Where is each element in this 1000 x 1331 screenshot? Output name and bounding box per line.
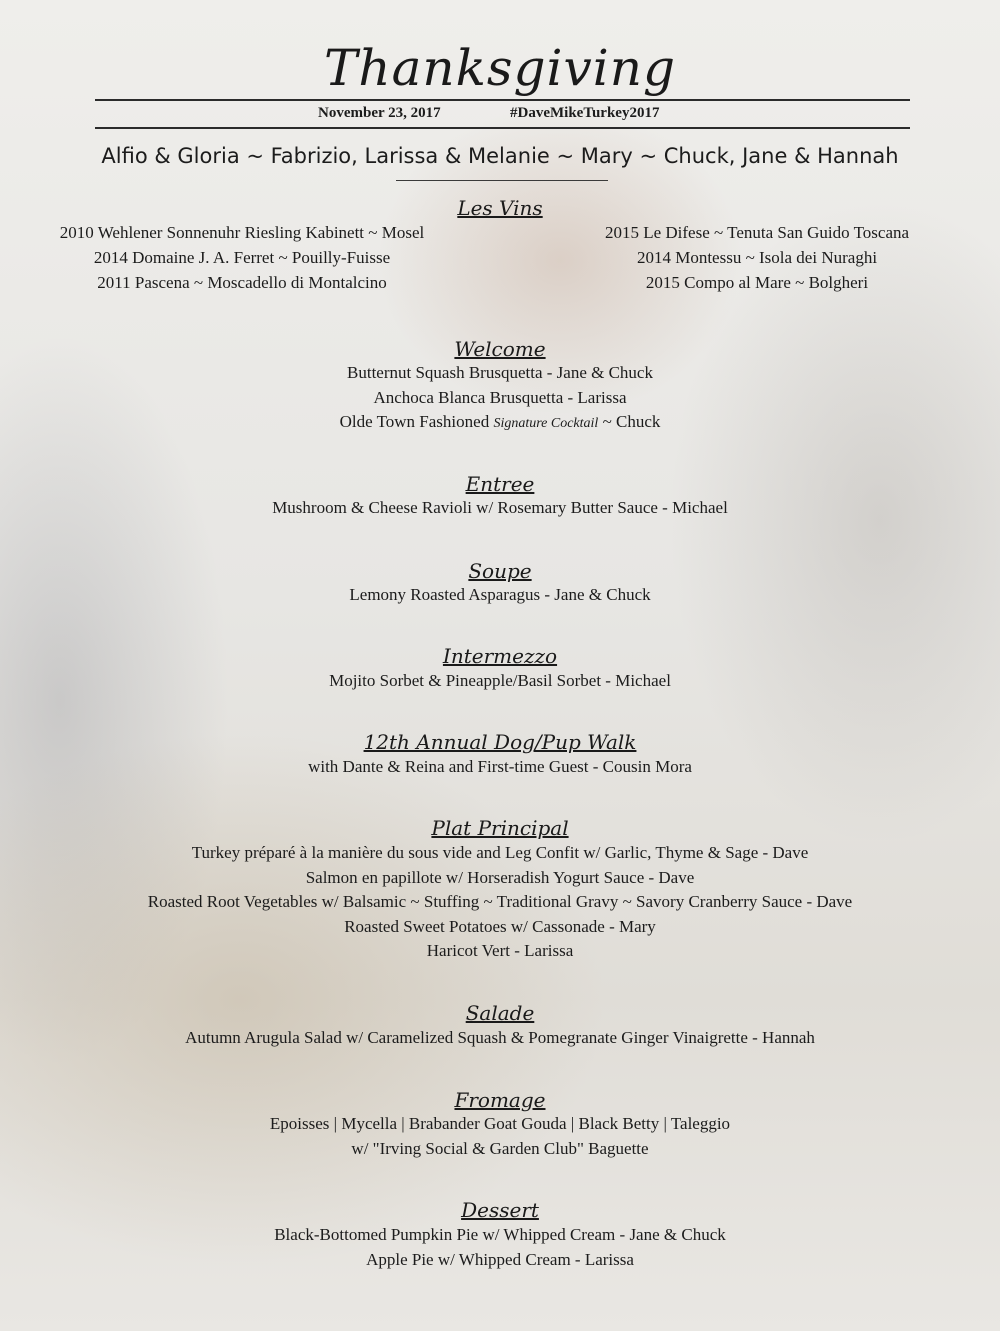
section-title-plat: Plat Principal xyxy=(431,816,569,840)
wine-item: 2011 Pascena ~ Moscadello di Montalcino xyxy=(97,273,387,292)
soupe-items xyxy=(0,583,1000,608)
menu-item: Mushroom & Cheese Ravioli w/ Rosemary Butter Sauce - Michael xyxy=(272,498,728,517)
guest-list: Alfio & Gloria ~ Fabrizio, Larissa & Melanie ~ Mary ~ Chuck, Jane & Hannah xyxy=(101,144,899,168)
fromage-items xyxy=(0,1112,1000,1161)
menu-item-cocktail xyxy=(0,410,1000,435)
wine-list-left xyxy=(2,220,482,295)
salade-items xyxy=(0,1026,1000,1051)
section-title-entree: Entree xyxy=(465,472,535,496)
menu-item: Turkey préparé à la manière du sous vide and Leg Confit w/ Garlic, Thyme & Sage - Dave xyxy=(191,843,809,862)
menu-item: Haricot Vert - Larissa xyxy=(426,941,574,960)
cocktail-name: Olde Town Fashioned xyxy=(339,412,494,431)
welcome-items xyxy=(0,361,1000,435)
section-title-dessert: Dessert xyxy=(461,1198,539,1222)
wine-item: 2014 Montessu ~ Isola dei Nuraghi xyxy=(636,248,878,267)
event-hashtag: #DaveMikeTurkey2017 xyxy=(510,105,660,121)
menu-item: Epoisses | Mycella | Brabander Goat Gouda | Black Betty | Taleggio xyxy=(269,1114,731,1133)
menu-item: Butternut Squash Brusquetta - Jane & Chuck xyxy=(347,363,653,382)
section-title-wines: Les Vins xyxy=(457,196,543,220)
plat-items xyxy=(0,841,1000,964)
page-title: Thanksgiving xyxy=(324,39,676,97)
section-title-intermezzo: Intermezzo xyxy=(442,644,558,668)
wine-item: 2015 Compo al Mare ~ Bolgheri xyxy=(645,273,869,292)
menu-item: Apple Pie w/ Whipped Cream - Larissa xyxy=(366,1249,634,1269)
menu-item: Mojito Sorbet & Pineapple/Basil Sorbet - Michael xyxy=(329,671,671,690)
walk-items xyxy=(0,755,1000,780)
wine-item: 2010 Wehlener Sonnenuhr Riesling Kabinett ~ Mosel xyxy=(59,223,425,242)
menu-item: w/ "Irving Social & Garden Club" Baguette xyxy=(351,1138,649,1158)
section-title-fromage: Fromage xyxy=(454,1088,546,1112)
menu-item: Roasted Root Vegetables w/ Balsamic ~ Stuffing ~ Traditional Gravy ~ Savory Cranberry Sauce - Dave xyxy=(147,892,853,911)
intermezzo-items xyxy=(0,669,1000,694)
section-title-walk: 12th Annual Dog/Pup Walk xyxy=(363,730,637,754)
menu-item: Anchoca Blanca Brusquetta - Larissa xyxy=(373,387,627,407)
title-divider-top xyxy=(95,99,910,101)
entree-items xyxy=(0,496,1000,521)
wine-item: 2014 Domaine J. A. Ferret ~ Pouilly-Fuisse xyxy=(93,248,391,267)
cocktail-note: Signature Cocktail xyxy=(493,416,599,431)
section-title-salade: Salade xyxy=(465,1001,535,1025)
cocktail-host: ~ Chuck xyxy=(598,412,661,431)
menu-item: Autumn Arugula Salad w/ Caramelized Squash & Pomegranate Ginger Vinaigrette - Hannah xyxy=(185,1028,815,1047)
event-date: November 23, 2017 xyxy=(318,105,441,121)
title-divider-bottom xyxy=(95,127,910,129)
wine-item: 2015 Le Difese ~ Tenuta San Guido Toscana xyxy=(604,223,910,242)
menu-item: Black-Bottomed Pumpkin Pie w/ Whipped Cream - Jane & Chuck xyxy=(274,1225,726,1244)
wine-list-right xyxy=(517,220,997,295)
dessert-items xyxy=(0,1223,1000,1272)
section-title-welcome: Welcome xyxy=(454,337,546,361)
menu-item: Roasted Sweet Potatoes w/ Cassonade - Mary xyxy=(344,916,656,936)
guest-divider xyxy=(396,180,608,181)
menu-item: Lemony Roasted Asparagus - Jane & Chuck xyxy=(349,585,651,604)
section-title-soupe: Soupe xyxy=(468,559,532,583)
menu-item: Salmon en papillote w/ Horseradish Yogurt Sauce - Dave xyxy=(305,867,695,887)
menu-item: with Dante & Reina and First-time Guest - Cousin Mora xyxy=(308,757,692,776)
